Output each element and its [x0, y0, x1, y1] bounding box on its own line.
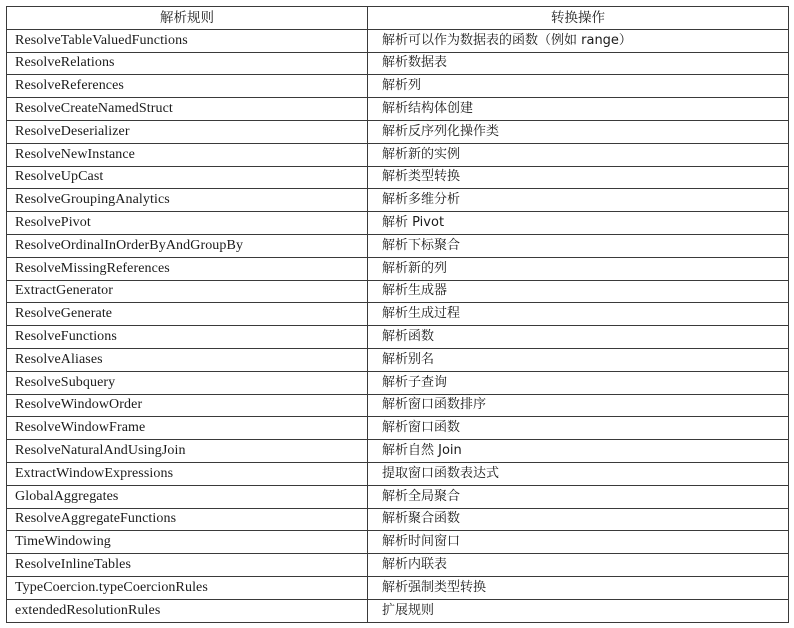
rule-name-cell: ResolveDeserializer — [7, 120, 368, 143]
operation-cell: 解析函数 — [368, 326, 789, 349]
table-row — [7, 599, 789, 622]
operation-cell: 解析数据表 — [368, 52, 789, 75]
rule-name-cell: ResolveWindowFrame — [7, 417, 368, 440]
rule-name-cell: ResolveUpCast — [7, 166, 368, 189]
operation-cell: 解析生成过程 — [368, 303, 789, 326]
operation-cell: 解析窗口函数排序 — [368, 394, 789, 417]
table-row — [7, 189, 789, 212]
rule-name-cell: ResolveRelations — [7, 52, 368, 75]
table-row — [7, 326, 789, 349]
rule-name-cell: ResolveAggregateFunctions — [7, 508, 368, 531]
table-row — [7, 394, 789, 417]
header-rule: 解析规则 — [7, 7, 368, 30]
rule-name-cell: ResolveOrdinalInOrderByAndGroupBy — [7, 234, 368, 257]
rule-name-cell: ExtractGenerator — [7, 280, 368, 303]
operation-cell: 解析内联表 — [368, 554, 789, 577]
operation-cell: 解析生成器 — [368, 280, 789, 303]
table-row — [7, 576, 789, 599]
rule-name-cell: GlobalAggregates — [7, 485, 368, 508]
operation-cell: 解析别名 — [368, 348, 789, 371]
operation-cell: 解析反序列化操作类 — [368, 120, 789, 143]
rule-name-cell: ResolveAliases — [7, 348, 368, 371]
rule-name-cell: ResolvePivot — [7, 212, 368, 235]
rule-name-cell: ExtractWindowExpressions — [7, 462, 368, 485]
operation-cell: 解析 Pivot — [368, 212, 789, 235]
operation-cell: 解析全局聚合 — [368, 485, 789, 508]
rule-name-cell: ResolveSubquery — [7, 371, 368, 394]
operation-cell: 解析子查询 — [368, 371, 789, 394]
table-row — [7, 257, 789, 280]
operation-cell: 解析自然 Join — [368, 440, 789, 463]
operation-cell: 解析可以作为数据表的函数（例如 range） — [368, 29, 789, 52]
operation-cell: 解析新的实例 — [368, 143, 789, 166]
rule-name-cell: ResolveTableValuedFunctions — [7, 29, 368, 52]
page — [6, 6, 788, 623]
table-row — [7, 531, 789, 554]
table-row — [7, 554, 789, 577]
rule-name-cell: ResolveCreateNamedStruct — [7, 98, 368, 121]
rule-name-cell: ResolveGroupingAnalytics — [7, 189, 368, 212]
operation-cell: 解析聚合函数 — [368, 508, 789, 531]
operation-cell: 解析结构体创建 — [368, 98, 789, 121]
table-row — [7, 303, 789, 326]
table-row — [7, 234, 789, 257]
table-row — [7, 348, 789, 371]
header-row — [7, 7, 789, 30]
table-row — [7, 417, 789, 440]
rule-name-cell: ResolveInlineTables — [7, 554, 368, 577]
operation-cell: 解析多维分析 — [368, 189, 789, 212]
table-row — [7, 485, 789, 508]
rule-name-cell: ResolveGenerate — [7, 303, 368, 326]
rule-name-cell: ResolveReferences — [7, 75, 368, 98]
table-row — [7, 212, 789, 235]
table-row — [7, 143, 789, 166]
rule-name-cell: ResolveNaturalAndUsingJoin — [7, 440, 368, 463]
operation-cell: 解析新的列 — [368, 257, 789, 280]
table-row — [7, 120, 789, 143]
rule-name-cell: ResolveMissingReferences — [7, 257, 368, 280]
operation-cell: 解析时间窗口 — [368, 531, 789, 554]
table-row — [7, 52, 789, 75]
rule-name-cell: extendedResolutionRules — [7, 599, 368, 622]
table-row — [7, 371, 789, 394]
operation-cell: 解析窗口函数 — [368, 417, 789, 440]
table-row — [7, 280, 789, 303]
table-row — [7, 508, 789, 531]
table-row — [7, 98, 789, 121]
table-row — [7, 462, 789, 485]
table-row — [7, 29, 789, 52]
resolution-rules-table — [6, 6, 789, 623]
operation-cell: 解析列 — [368, 75, 789, 98]
rule-name-cell: TypeCoercion.typeCoercionRules — [7, 576, 368, 599]
rule-name-cell: ResolveNewInstance — [7, 143, 368, 166]
operation-cell: 扩展规则 — [368, 599, 789, 622]
rule-name-cell: TimeWindowing — [7, 531, 368, 554]
table-row — [7, 440, 789, 463]
header-operation: 转换操作 — [368, 7, 789, 30]
table-row — [7, 166, 789, 189]
operation-cell: 解析强制类型转换 — [368, 576, 789, 599]
rule-name-cell: ResolveFunctions — [7, 326, 368, 349]
table-row — [7, 75, 789, 98]
table-body — [7, 29, 789, 622]
operation-cell: 提取窗口函数表达式 — [368, 462, 789, 485]
operation-cell: 解析下标聚合 — [368, 234, 789, 257]
rule-name-cell: ResolveWindowOrder — [7, 394, 368, 417]
operation-cell: 解析类型转换 — [368, 166, 789, 189]
